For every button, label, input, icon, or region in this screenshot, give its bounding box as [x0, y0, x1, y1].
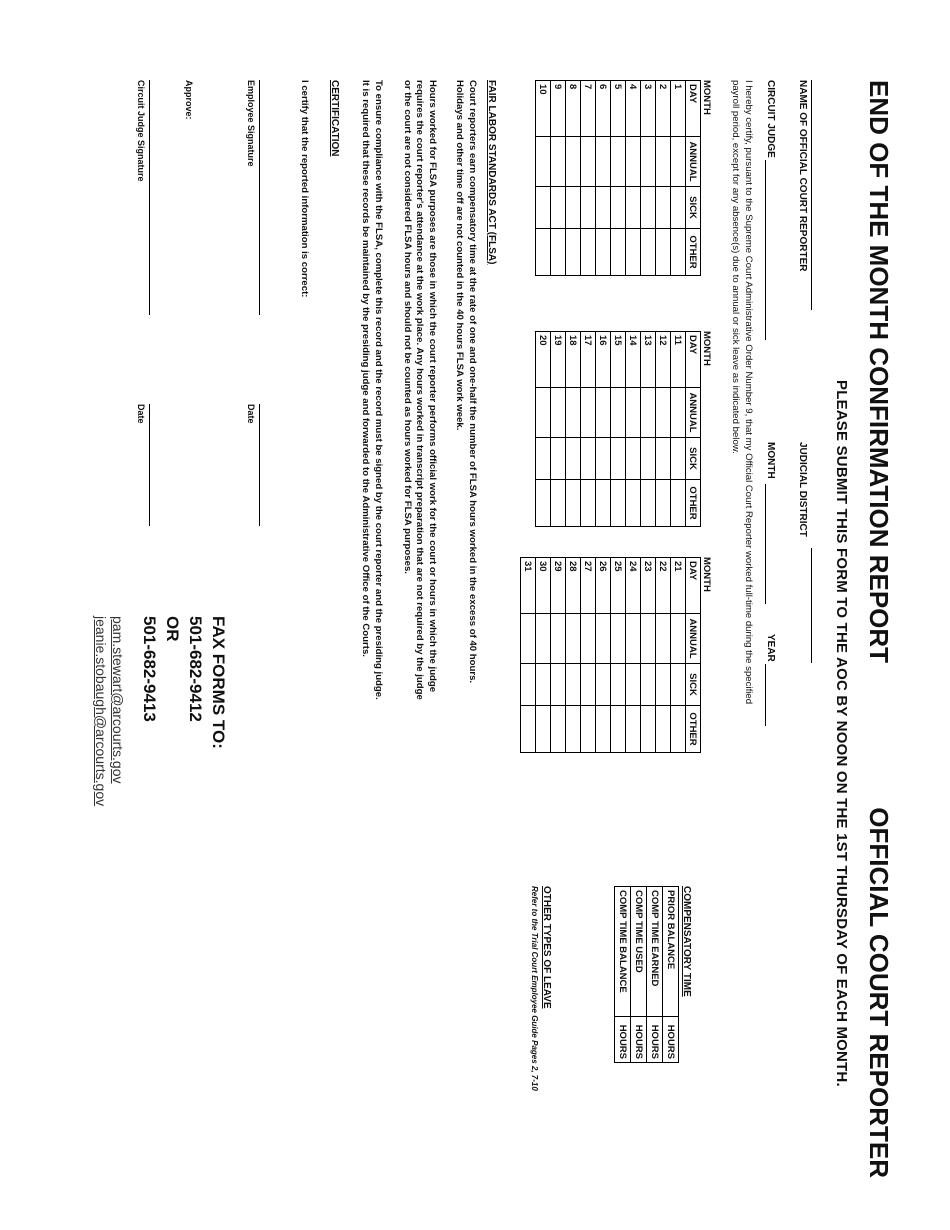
employee-date-label: Date [246, 404, 256, 424]
annual-hours-cell[interactable] [671, 614, 686, 664]
comp-time-table [614, 886, 679, 1063]
annual-hours-cell[interactable] [641, 137, 656, 187]
other-hours-cell[interactable] [671, 480, 686, 527]
day-number: 11 [671, 332, 686, 388]
day-number: 3 [641, 81, 656, 137]
other-hours-cell[interactable] [656, 706, 671, 753]
leave-row [596, 558, 611, 753]
other-hours-cell[interactable] [596, 480, 611, 527]
reporter-name-label: NAME OF OFFICIAL COURT REPORTER [797, 80, 808, 272]
other-hours-cell[interactable] [626, 706, 641, 753]
sick-hours-cell[interactable] [596, 187, 611, 229]
day-number: 2 [656, 81, 671, 137]
annual-hours-cell[interactable] [536, 388, 551, 438]
sick-hours-cell[interactable] [611, 187, 626, 229]
other-hours-cell[interactable] [641, 706, 656, 753]
leave-row [641, 558, 656, 753]
day-number: 10 [536, 81, 551, 137]
day-number: 6 [596, 81, 611, 137]
comp-time-row [631, 887, 647, 1063]
other-hours-cell[interactable] [611, 706, 626, 753]
other-hours-cell[interactable] [611, 229, 626, 276]
annual-hours-cell[interactable] [671, 388, 686, 438]
leave-row [611, 332, 626, 527]
leave-row [656, 558, 671, 753]
leave-row [581, 81, 596, 276]
other-hours-cell[interactable] [671, 706, 686, 753]
leave-month-label: MONTH [701, 331, 712, 366]
leave-table-3 [520, 557, 701, 753]
sick-hours-cell[interactable] [626, 438, 641, 480]
sick-hours-cell[interactable] [626, 187, 641, 229]
leave-row [521, 558, 536, 753]
sick-hours-cell[interactable] [551, 187, 566, 229]
other-hours-cell[interactable] [551, 480, 566, 527]
annual-hours-cell[interactable] [551, 137, 566, 187]
judge-signature-line[interactable] [149, 80, 150, 315]
leave-row [551, 332, 566, 527]
annual-hours-cell[interactable] [656, 388, 671, 438]
sick-hours-cell[interactable] [641, 187, 656, 229]
comp-time-hours-cell[interactable]: HOURS [615, 1017, 631, 1063]
day-number: 5 [611, 81, 626, 137]
annual-hours-cell[interactable] [611, 388, 626, 438]
leave-row [566, 81, 581, 276]
comp-time-row [663, 887, 679, 1063]
leave-col-day: DAY [686, 332, 701, 388]
sick-hours-cell[interactable] [581, 438, 596, 480]
day-number: 7 [581, 81, 596, 137]
sick-hours-cell[interactable] [551, 438, 566, 480]
day-number: 28 [566, 558, 581, 614]
day-number: 30 [536, 558, 551, 614]
sick-hours-cell[interactable] [596, 438, 611, 480]
leave-month-label: MONTH [701, 557, 712, 592]
sick-hours-cell[interactable] [671, 664, 686, 706]
leave-row [611, 558, 626, 753]
email-link-2[interactable]: jeanie.stobaugh@arcourts.gov [93, 616, 109, 807]
flsa-p2-line1: Hours worked for FLSA purposes are those in which the court reporter performs official work for the court or hours in which the judge [427, 80, 438, 693]
day-number: 27 [581, 558, 596, 614]
day-number: 12 [656, 332, 671, 388]
sick-hours-cell[interactable] [521, 664, 536, 706]
fax-heading: FAX FORMS TO: [209, 616, 228, 749]
judicial-district-line[interactable] [811, 548, 812, 663]
other-leave-note: Refer to the Trial Court Employee Guide Pages 2, 7-10 [530, 886, 539, 1091]
comp-time-label: COMP TIME BALANCE [615, 887, 631, 1017]
annual-hours-cell[interactable] [581, 137, 596, 187]
sick-hours-cell[interactable] [641, 664, 656, 706]
employee-signature-label: Employee Signature [246, 80, 256, 167]
annual-hours-cell[interactable] [626, 137, 641, 187]
comp-time-label: COMP TIME EARNED [647, 887, 663, 1017]
circuit-judge-label: CIRCUIT JUDGE [765, 80, 776, 158]
day-number: 29 [551, 558, 566, 614]
day-number: 21 [671, 558, 686, 614]
flsa-heading: FAIR LABOR STANDARDS ACT (FLSA) [486, 80, 497, 265]
other-hours-cell[interactable] [626, 229, 641, 276]
leave-row [611, 81, 626, 276]
other-hours-cell[interactable] [581, 480, 596, 527]
sick-hours-cell[interactable] [536, 438, 551, 480]
judge-date-label: Date [136, 404, 146, 424]
approve-label: Approve: [184, 80, 194, 120]
leave-col-sick: SICK [686, 438, 701, 480]
leave-col-annual: ANNUAL [686, 614, 701, 664]
day-number: 4 [626, 81, 641, 137]
submit-instruction: PLEASE SUBMIT THIS FORM TO THE AOC BY NOON ON THE 1ST THURSDAY OF EACH MONTH. [833, 380, 850, 1087]
leave-row [551, 558, 566, 753]
other-hours-cell[interactable] [596, 706, 611, 753]
day-number: 18 [566, 332, 581, 388]
flsa-paragraph-1 [453, 80, 478, 683]
fax-number-1: 501-682-9412 [186, 616, 205, 722]
other-leave-heading: OTHER TYPES OF LEAVE [541, 886, 552, 1009]
leave-col-sick: SICK [686, 664, 701, 706]
sick-hours-cell[interactable] [566, 438, 581, 480]
employee-date-line[interactable] [259, 404, 260, 526]
leave-col-annual: ANNUAL [686, 388, 701, 438]
annual-hours-cell[interactable] [641, 614, 656, 664]
flsa-p1-line2: Holidays and other time off are not counted in the 40 hours FLSA work week. [454, 80, 466, 431]
annual-hours-cell[interactable] [581, 388, 596, 438]
day-number: 9 [551, 81, 566, 137]
day-number: 24 [626, 558, 641, 614]
annual-hours-cell[interactable] [566, 388, 581, 438]
day-number: 26 [596, 558, 611, 614]
judicial-district-label: JUDICIAL DISTRICT [797, 442, 808, 537]
sick-hours-cell[interactable] [536, 187, 551, 229]
annual-hours-cell[interactable] [656, 137, 671, 187]
other-hours-cell[interactable] [536, 229, 551, 276]
leave-col-annual: ANNUAL [686, 137, 701, 187]
annual-hours-cell[interactable] [536, 137, 551, 187]
fax-number-2: 501-682-9413 [140, 616, 159, 722]
other-hours-cell[interactable] [656, 480, 671, 527]
sick-hours-cell[interactable] [671, 187, 686, 229]
leave-col-other: OTHER [686, 229, 701, 276]
leave-col-day: DAY [686, 81, 701, 137]
sick-hours-cell[interactable] [641, 438, 656, 480]
other-hours-cell[interactable] [566, 706, 581, 753]
leave-col-sick: SICK [686, 187, 701, 229]
leave-row [656, 332, 671, 527]
annual-hours-cell[interactable] [521, 614, 536, 664]
leave-row [596, 332, 611, 527]
day-number: 31 [521, 558, 536, 614]
year-field-line[interactable] [765, 664, 766, 726]
other-hours-cell[interactable] [551, 229, 566, 276]
certify-paragraph: I hereby certify, pursuant to the Supreme Court Administrative Order Number 9, that my Official Court Reporter worked full-time during the specified payroll period, except for any absence(s) due to annual or sick leave as indicated below. [730, 80, 754, 705]
report-title: END OF THE MONTH CONFIRMATION REPORT [864, 80, 894, 664]
circuit-judge-line[interactable] [765, 160, 766, 340]
leave-row [671, 332, 686, 527]
sick-hours-cell[interactable] [581, 664, 596, 706]
annual-hours-cell[interactable] [566, 137, 581, 187]
annual-hours-cell[interactable] [566, 614, 581, 664]
leave-row [626, 332, 641, 527]
annual-hours-cell[interactable] [596, 614, 611, 664]
sick-hours-cell[interactable] [611, 664, 626, 706]
flsa-paragraph-3 [359, 80, 384, 700]
annual-hours-cell[interactable] [656, 614, 671, 664]
flsa-p2-line2: requires the court reporter's attendance at the work place. Any hours worked in transcript preparation that are not required by the judge [414, 80, 426, 700]
comp-time-hours-cell[interactable]: HOURS [631, 1017, 647, 1063]
certification-heading: CERTIFICATION [329, 80, 340, 157]
other-hours-cell[interactable] [581, 229, 596, 276]
leave-row [566, 558, 581, 753]
day-number: 23 [641, 558, 656, 614]
sick-hours-cell[interactable] [581, 187, 596, 229]
annual-hours-cell[interactable] [536, 614, 551, 664]
leave-table-2 [535, 331, 701, 527]
other-hours-cell[interactable] [626, 480, 641, 527]
other-hours-cell[interactable] [581, 706, 596, 753]
leave-row [536, 81, 551, 276]
leave-row [641, 81, 656, 276]
other-hours-cell[interactable] [536, 480, 551, 527]
leave-row [596, 81, 611, 276]
day-number: 22 [656, 558, 671, 614]
comp-time-label: COMP TIME USED [631, 887, 647, 1017]
day-number: 14 [626, 332, 641, 388]
annual-hours-cell[interactable] [596, 137, 611, 187]
month-field-label: MONTH [765, 442, 776, 479]
comp-time-heading: COMPENSATORY TIME [681, 886, 692, 997]
other-hours-cell[interactable] [536, 706, 551, 753]
annual-hours-cell[interactable] [626, 614, 641, 664]
day-number: 19 [551, 332, 566, 388]
fax-block [92, 616, 230, 806]
annual-hours-cell[interactable] [551, 614, 566, 664]
flsa-p2-line3: or the court are not considered FLSA hours and should not be counted as hours worked for FLSA purposes. [402, 80, 413, 574]
annual-hours-cell[interactable] [611, 137, 626, 187]
leave-row [536, 558, 551, 753]
day-number: 17 [581, 332, 596, 388]
comp-time-hours-cell[interactable]: HOURS [647, 1017, 663, 1063]
comp-time-hours-cell[interactable]: HOURS [663, 1017, 679, 1063]
other-hours-cell[interactable] [566, 229, 581, 276]
annual-hours-cell[interactable] [551, 388, 566, 438]
leave-col-other: OTHER [686, 480, 701, 527]
comp-time-label: PRIOR BALANCE [663, 887, 679, 1017]
leave-row [581, 332, 596, 527]
sick-hours-cell[interactable] [656, 664, 671, 706]
sick-hours-cell[interactable] [551, 664, 566, 706]
day-number: 15 [611, 332, 626, 388]
day-number: 1 [671, 81, 686, 137]
annual-hours-cell[interactable] [641, 388, 656, 438]
year-field-label: YEAR [765, 634, 776, 662]
annual-hours-cell[interactable] [611, 614, 626, 664]
certification-statement: I certify that the reported information is correct: [299, 80, 310, 298]
sick-hours-cell[interactable] [536, 664, 551, 706]
sick-hours-cell[interactable] [611, 438, 626, 480]
other-hours-cell[interactable] [611, 480, 626, 527]
leave-row [581, 558, 596, 753]
sick-hours-cell[interactable] [671, 438, 686, 480]
other-hours-cell[interactable] [596, 229, 611, 276]
sick-hours-cell[interactable] [656, 438, 671, 480]
leave-row [626, 558, 641, 753]
leave-row [536, 332, 551, 527]
sick-hours-cell[interactable] [596, 664, 611, 706]
month-field-line[interactable] [765, 484, 766, 604]
day-number: 16 [596, 332, 611, 388]
annual-hours-cell[interactable] [596, 388, 611, 438]
leave-row [551, 81, 566, 276]
comp-time-row [615, 887, 631, 1063]
email-link-1[interactable]: pam.stewart@arcourts.gov [110, 616, 126, 784]
leave-col-day: DAY [686, 558, 701, 614]
other-hours-cell[interactable] [641, 480, 656, 527]
employee-signature-line[interactable] [259, 80, 260, 315]
leave-row [656, 81, 671, 276]
comp-time-row [647, 887, 663, 1063]
flsa-p3-line2: It is required that these records be maintained by the presiding judge and forwarded to the Administrative Office of the Courts. [360, 80, 372, 657]
flsa-p1-line1: Court reporters earn compensatory time at the rate of one and one-half the number of FLSA hours worked in the excess of 40 hours. [467, 80, 478, 684]
leave-row [566, 332, 581, 527]
leave-row [626, 81, 641, 276]
report-role: OFFICIAL COURT REPORTER [864, 807, 894, 1178]
leave-month-label: MONTH [701, 80, 712, 115]
fax-or: OR [163, 616, 182, 642]
day-number: 8 [566, 81, 581, 137]
reporter-name-line[interactable] [811, 80, 812, 310]
annual-hours-cell[interactable] [626, 388, 641, 438]
day-number: 25 [611, 558, 626, 614]
annual-hours-cell[interactable] [581, 614, 596, 664]
other-hours-cell[interactable] [566, 480, 581, 527]
day-number: 13 [641, 332, 656, 388]
judge-date-line[interactable] [149, 404, 150, 526]
other-hours-cell[interactable] [671, 229, 686, 276]
judge-signature-label: Circuit Judge Signature [136, 80, 146, 182]
leave-row [671, 81, 686, 276]
leave-row [671, 558, 686, 753]
sick-hours-cell[interactable] [656, 187, 671, 229]
sick-hours-cell[interactable] [566, 664, 581, 706]
leave-row [641, 332, 656, 527]
annual-hours-cell[interactable] [671, 137, 686, 187]
leave-table-1 [535, 80, 701, 276]
other-hours-cell[interactable] [521, 706, 536, 753]
flsa-paragraph-2 [401, 80, 439, 700]
other-hours-cell[interactable] [551, 706, 566, 753]
other-hours-cell[interactable] [641, 229, 656, 276]
sick-hours-cell[interactable] [626, 664, 641, 706]
other-hours-cell[interactable] [656, 229, 671, 276]
sick-hours-cell[interactable] [566, 187, 581, 229]
day-number: 20 [536, 332, 551, 388]
leave-col-other: OTHER [686, 706, 701, 753]
flsa-p3-line1: To ensure compliance with the FLSA, complete this record and the record must be signed by the court reporter and the presiding judge. [373, 80, 384, 700]
